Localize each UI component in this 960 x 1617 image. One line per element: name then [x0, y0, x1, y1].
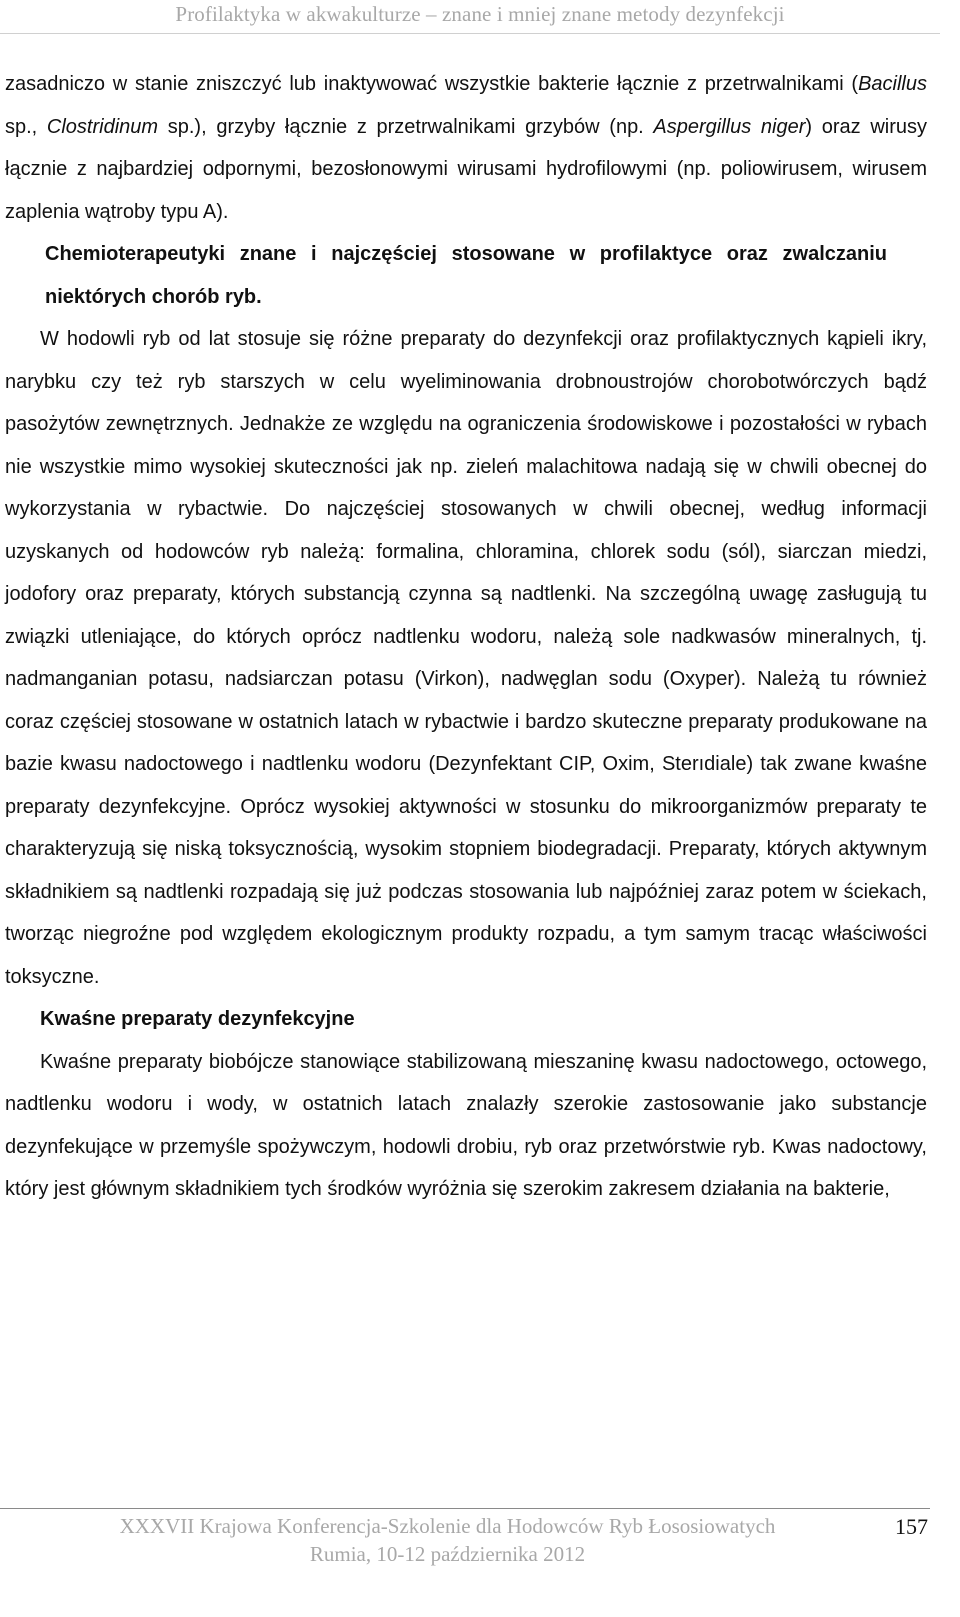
subheading-acid-preparations: Kwaśne preparaty dezynfekcyjne	[40, 1008, 355, 1030]
intro-text-2: sp.,	[5, 115, 47, 138]
intro-text-1: zasadniczo w stanie zniszczyć lub inaktywować wszystkie bakterie łącznie z przetrwalnikami (	[5, 73, 859, 95]
acid-paragraph: Kwaśne preparaty biobójcze stanowiące stabilizowaną mieszaninę kwasu nadoctowego, octowego, nadtlenku wodoru i wody, w ostatnich latach znalazły szerokie zastosowanie jako substancje dezynfekujące w przemyśle spożywczym, hodowli drobiu, ryb oraz przetwórstwie ryb. Kwas nadoctowy, który jest głównym składnikiem tych środków wyróżnia się szerokim zakresem działania na bakterie,	[5, 1050, 927, 1200]
page-number: 157	[895, 1514, 928, 1539]
main-paragraph: W hodowli ryb od lat stosuje się różne preparaty do dezynfekcji oraz profilaktycznych kąpieli ikry, narybku czy też ryb starszych w celu wyeliminowania drobnoustrojów chorobotwórczych bądź pasożytów zewnętrznych. Jednakże ze względu na ograniczenia środowiskowe i pozostałości w rybach nie wszystkie mimo wysokiej skuteczności jak np. zieleń malachitowa nadają się w chwili obecnej do wykorzystania w rybactwie. Do najczęściej stosowanych w chwili obecnej, według informacji uzyskanych od hodowców ryb należą: formalina, chloramina, chlorek sodu (sól), siarczan miedzi, jodofory oraz preparaty, których substancją czynna są nadtlenki. Na szczególną uwagę zasługują tu związki utleniające, do których oprócz nadtlenku wodoru, należą sole nadkwasów mineralnych, tj. nadmanganian potasu, nadsiarczan potasu (Virkon), nadwęglan sodu (Oxyper). Należą tu również coraz częściej stosowane w ostatnich latach w rybactwie i bardzo skuteczne preparaty produkowane na bazie kwasu nadoctowego i nadtlenku wodoru (Dezynfektant CIP, Oxim, Sterıdiale) tak zwane kwaśne preparaty dezynfekcyjne. Oprócz wysokiej aktywności w stosunku do mikroorganizmów preparaty te charakteryzują się niską toksycznością, wysokim stopniem biodegradacji. Preparaty, których aktywnym składnikiem są nadtlenki rozpadają się już podczas stosowania lub najpóźniej zaraz potem w ściekach, tworząc niegroźne pod względem ekologicznym produkty rozpadu, a tym samym tracąc właściwości toksyczne.	[5, 328, 927, 988]
intro-paragraph	[5, 63, 927, 233]
intro-italic-clostridinum: Clostridinum	[46, 115, 159, 138]
section-title: Chemioterapeutyki znane i najczęściej stosowane w profilaktyce oraz zwalczaniu niektórych chorób ryb.	[45, 243, 887, 308]
running-header: Profilaktyka w akwakulturze – znane i mniej znane metody dezynfekcji	[175, 2, 785, 26]
intro-italic-bacillus: Bacillus	[858, 73, 927, 95]
intro-text-4: ) oraz wirusy łącznie z najbardziej odpornymi, bezosłonowymi wirusami hydrofilowymi (np. poliowirusem, wirusem zaplenia wątroby typu A).	[5, 115, 927, 223]
page-body	[5, 63, 927, 1211]
footer-divider	[0, 1508, 930, 1509]
intro-text-3: sp.), grzyby łącznie z przetrwalnikami grzybów (np.	[158, 115, 654, 138]
footer-location-date: Rumia, 10-12 października 2012	[309, 1542, 586, 1566]
intro-italic-aspergillus: Aspergillus niger	[653, 115, 806, 138]
footer-conference: XXXVII Krajowa Konferencja-Szkolenie dla Hodowców Ryb Łososiowatych	[119, 1514, 776, 1538]
header-divider	[0, 33, 940, 34]
